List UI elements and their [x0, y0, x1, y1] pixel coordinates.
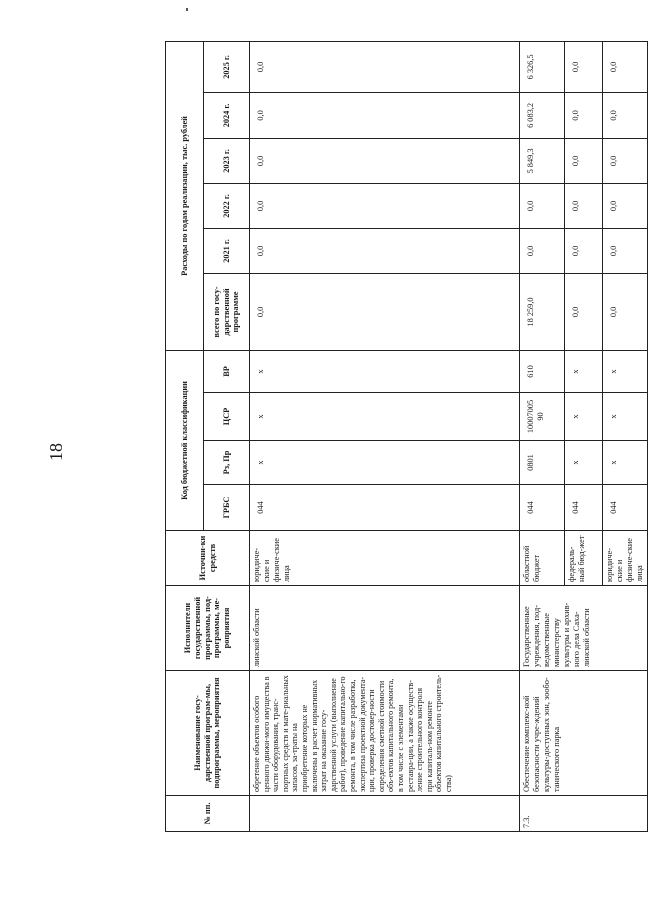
cell-total: 0,0 [603, 273, 648, 350]
cell-total: 0,0 [250, 273, 520, 350]
cell-grbs: 044 [565, 485, 603, 531]
header-total: всего по госу-дарственной программе [204, 273, 250, 350]
cell-executor: линской области [250, 586, 520, 671]
cell-rzpr: 0801 [520, 441, 565, 485]
cell-vr: 610 [520, 350, 565, 392]
table-row [520, 41, 565, 831]
cell-2022: 0,0 [250, 183, 520, 228]
cell-2024: 6 083,2 [520, 92, 565, 138]
cell-2023: 5 849,3 [520, 138, 565, 183]
header-rzpr: Рз, Пр [204, 441, 250, 485]
cell-grbs: 044 [250, 485, 520, 531]
cell-source: областной бюджет [520, 531, 565, 586]
header-year-2021: 2021 г. [204, 228, 250, 273]
table-row [250, 41, 520, 831]
header-year-2022: 2022 г. [204, 183, 250, 228]
page-number: 18 [46, 443, 66, 461]
header-vr: ВР [204, 350, 250, 392]
cell-source: федераль-ный бюд-жет [565, 531, 603, 586]
header-name: Наименование госу-дарственной програм-мы, подпрограммы, мероприятия [166, 671, 250, 796]
header-budget-code: Код бюджетной классификации [166, 350, 204, 530]
cell-2025: 6 326,5 [520, 41, 565, 92]
cell-executor: Государственные учреждения, под-ведомственные министерству культуры и архив-ного дела Саха-линской области [520, 586, 648, 671]
cell-csr: x [603, 393, 648, 441]
header-no: № пп. [166, 796, 250, 832]
cell-vr: x [250, 350, 520, 392]
header-year-2025: 2025 г. [204, 41, 250, 92]
cell-2021: 0,0 [603, 228, 648, 273]
cell-rzpr: x [250, 441, 520, 485]
header-year-2024: 2024 г. [204, 92, 250, 138]
cell-2024: 0,0 [565, 92, 603, 138]
cell-grbs: 044 [520, 485, 565, 531]
header-csr: ЦСР [204, 393, 250, 441]
cell-csr: 10007005 90 [520, 393, 565, 441]
header-executors: Исполнители государственной программы, под-программы, ме-роприятия [166, 586, 250, 671]
cell-2023: 0,0 [565, 138, 603, 183]
header-expenses: Расходы по годам реализации, тыс. рублей [166, 41, 204, 350]
cell-no: 7.3. [520, 796, 648, 832]
cell-name: обретение объектов особого ценного движи-мого имущества в части оборудования, транс-портных средств и мате-риальных запасов, за-траты на приобретение которых не включены в расчет нормативных затрат на оказание госу-дарственной услуги (выполнение работ), проведение капитально-го ремонта, в том числе разработка, экспертиза проектной документа-ции, проверка достовер-ности определения сметной стоимости объ-ектов капитального ремонта, в том числе с элементами реставра-ции, а также осуществ-ление строительного контроля при капиталь-ном ремонте объектов капитального строитель-ства) [250, 671, 520, 796]
cell-total: 18 259,0 [520, 273, 565, 350]
scan-speck [186, 8, 188, 11]
cell-vr: x [565, 350, 603, 392]
cell-2022: 0,0 [520, 183, 565, 228]
budget-table [165, 41, 648, 832]
header-grbs: ГРБС [204, 485, 250, 531]
cell-2025: 0,0 [250, 41, 520, 92]
cell-rzpr: x [603, 441, 648, 485]
budget-table-sheet [165, 42, 644, 832]
cell-no [250, 796, 520, 832]
cell-csr: x [250, 393, 520, 441]
cell-2025: 0,0 [565, 41, 603, 92]
cell-2021: 0,0 [520, 228, 565, 273]
cell-rzpr: x [565, 441, 603, 485]
cell-grbs: 044 [603, 485, 648, 531]
cell-total: 0,0 [565, 273, 603, 350]
cell-2023: 0,0 [250, 138, 520, 183]
cell-name: Обеспечение комплекс-ной безопасности учре-ждений культуры-доступных зон, зообо-танического парка [520, 671, 648, 796]
cell-2021: 0,0 [250, 228, 520, 273]
cell-2024: 0,0 [603, 92, 648, 138]
cell-2024: 0,0 [250, 92, 520, 138]
cell-2022: 0,0 [565, 183, 603, 228]
cell-2021: 0,0 [565, 228, 603, 273]
cell-source: юридиче-ские и физиче-ские лица [250, 531, 520, 586]
cell-source: юридиче-ские и физиче-ские лица [603, 531, 648, 586]
cell-2022: 0,0 [603, 183, 648, 228]
header-year-2023: 2023 г. [204, 138, 250, 183]
header-sources: Источни-ки средств [166, 531, 250, 586]
cell-2025: 0,0 [603, 41, 648, 92]
cell-vr: x [603, 350, 648, 392]
cell-2023: 0,0 [603, 138, 648, 183]
cell-csr: x [565, 393, 603, 441]
